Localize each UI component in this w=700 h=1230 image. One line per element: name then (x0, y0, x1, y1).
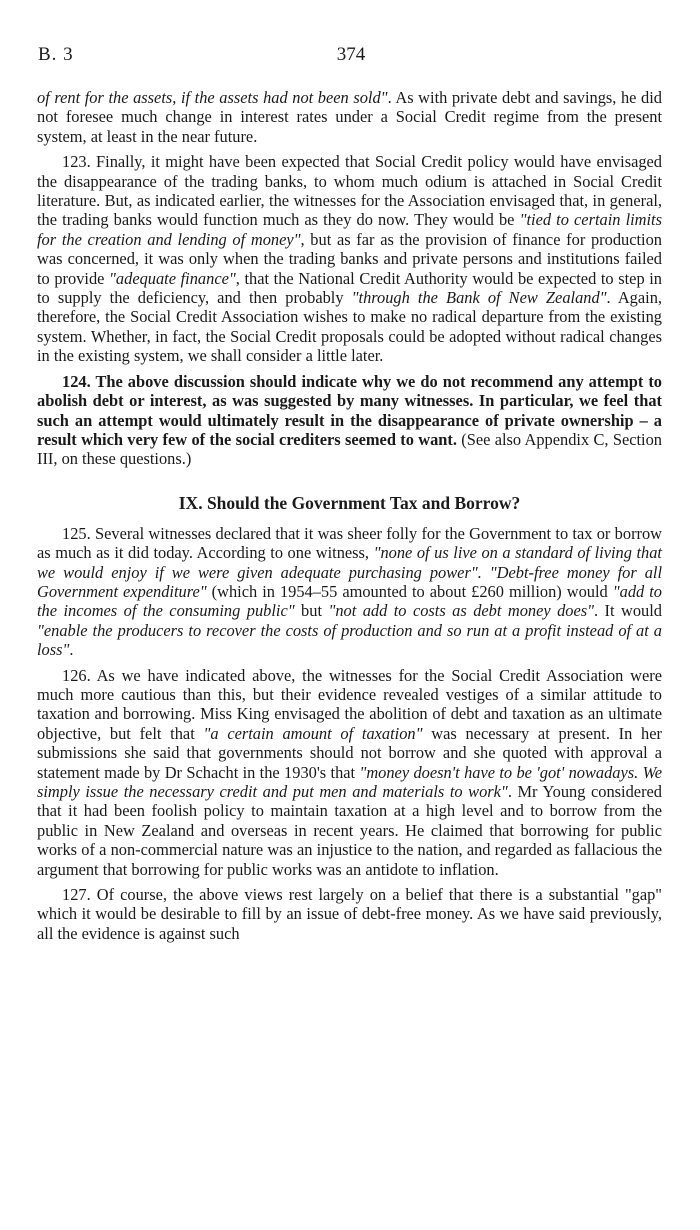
text-run: but (294, 601, 329, 621)
text-run: (which in 1954–55 amounted to about £260 million) would (206, 581, 613, 601)
quoted-text: "tied to certain limits for the creation and lending of money" (37, 210, 662, 249)
page-number: 374 (336, 44, 366, 65)
section-heading: IX. Should the Government Tax and Borrow? (178, 492, 521, 513)
text-run: As we have indicated above, the witnesses for the Social Credit Association were much more cautious than this, but their evidence revealed vestiges of a similar attitude to taxation and borrowing. Miss King envisaged the abolition of debt and taxation as an ultimate objective, but felt that (37, 665, 662, 743)
text-run: , but as far as the provision of finance for production was concerned, it was only when the trading banks and private persons and institutions failed to provide (37, 229, 662, 288)
paragraph-123 (37, 152, 662, 365)
text-run: . Again, therefore, the Social Credit Association wishes to make no radical departure from the existing system. Whether, in fact, the Social Credit proposals could be adopted without radical changes in the existing system, we shall consider a little later. (37, 288, 662, 366)
quoted-text: "money doesn't have to be 'got' nowadays. We simply issue the necessary credit and put men and materials to work" (37, 762, 663, 801)
quoted-text: "enable the producers to recover the costs of production and so run at a profit instead of at a loss" (37, 620, 662, 660)
text-run: . As with private debt and savings, he did not foresee much change in interest rates under a Social Credit regime from the present system, at least in the near future. (37, 88, 663, 146)
text-run: Of course, the above views rest largely on a belief that there is a substantial "gap" which it would be desirable to fill by an issue of debt-free money. As we have said previously, all the evidence is against such (37, 885, 662, 943)
quoted-text: "adequate finance" (109, 268, 236, 288)
text-run: (See also Appendix C, Section III, on these questions.) (37, 429, 662, 469)
paragraph-number: 127. (62, 885, 97, 905)
quoted-text: "add to the incomes of the consuming public" (37, 581, 662, 621)
section-code: B. 3 (38, 44, 74, 65)
page-header (38, 44, 664, 70)
text-run: The above discussion should indicate why we do not recommend any attempt to abolish debt or interest, as was suggested by many witnesses. In particular, we feel that such an attempt would ultimately result in the disappearance of private ownership – a result which very few of the social crediters seemed to want. (37, 371, 662, 449)
paragraph-127 (37, 885, 662, 943)
quoted-text: "not add to costs as debt money does" (328, 601, 595, 621)
paragraph-number: 126. (62, 665, 97, 685)
paragraph-124 (37, 372, 662, 469)
paragraph-number: 123. (62, 152, 97, 172)
text-run: Several witnesses declared that it was sheer folly for the Government to tax or borrow as much as it did today. According to one witness, (37, 523, 663, 563)
paragraph-126 (37, 666, 662, 879)
quoted-text: "none of us live on a standard of living that we would enjoy if we were given adequate purchasing power". "Debt-free money for all Government expenditure" (37, 543, 662, 601)
text-run: was necessary at present. In her submissions she said that governments should not borrow and she quoted with approval a statement made by Dr Schacht in the 1930's that (37, 723, 662, 782)
paragraph-125 (37, 524, 662, 660)
text-run: . (69, 640, 74, 660)
text-run: Finally, it might have been expected that Social Credit policy would have envisaged the disappearance of the trading banks, to whom much odium is attached in Social Credit literature. But, as indicated earlier, the witnesses for the Association envisaged that, in general, the trading banks would function much as they do now. They would be (37, 152, 663, 230)
paragraph-continuation (37, 88, 662, 146)
page-body (37, 88, 662, 949)
quoted-text: of rent for the assets, if the assets had not been sold" (37, 88, 388, 107)
quoted-text: "through the Bank of New Zealand" (351, 288, 607, 308)
paragraph-number: 124. (62, 371, 96, 391)
text-run: , that the National Credit Authority would be expected to step in to supply the deficiency, and then probably (37, 268, 662, 308)
text-run: . Mr Young considered that it had been foolish policy to maintain taxation at a high level and to borrow from the public in New Zealand and overseas in recent years. He claimed that borrowing for public works of a non-commercial nature was an injustice to the nation, and regarded as fallacious the argument that borrowing for public works was an antidote to inflation. (37, 782, 662, 879)
text-run: . It would (594, 601, 662, 621)
paragraph-number: 125. (62, 523, 95, 543)
quoted-text: "a certain amount of taxation" (203, 723, 423, 743)
